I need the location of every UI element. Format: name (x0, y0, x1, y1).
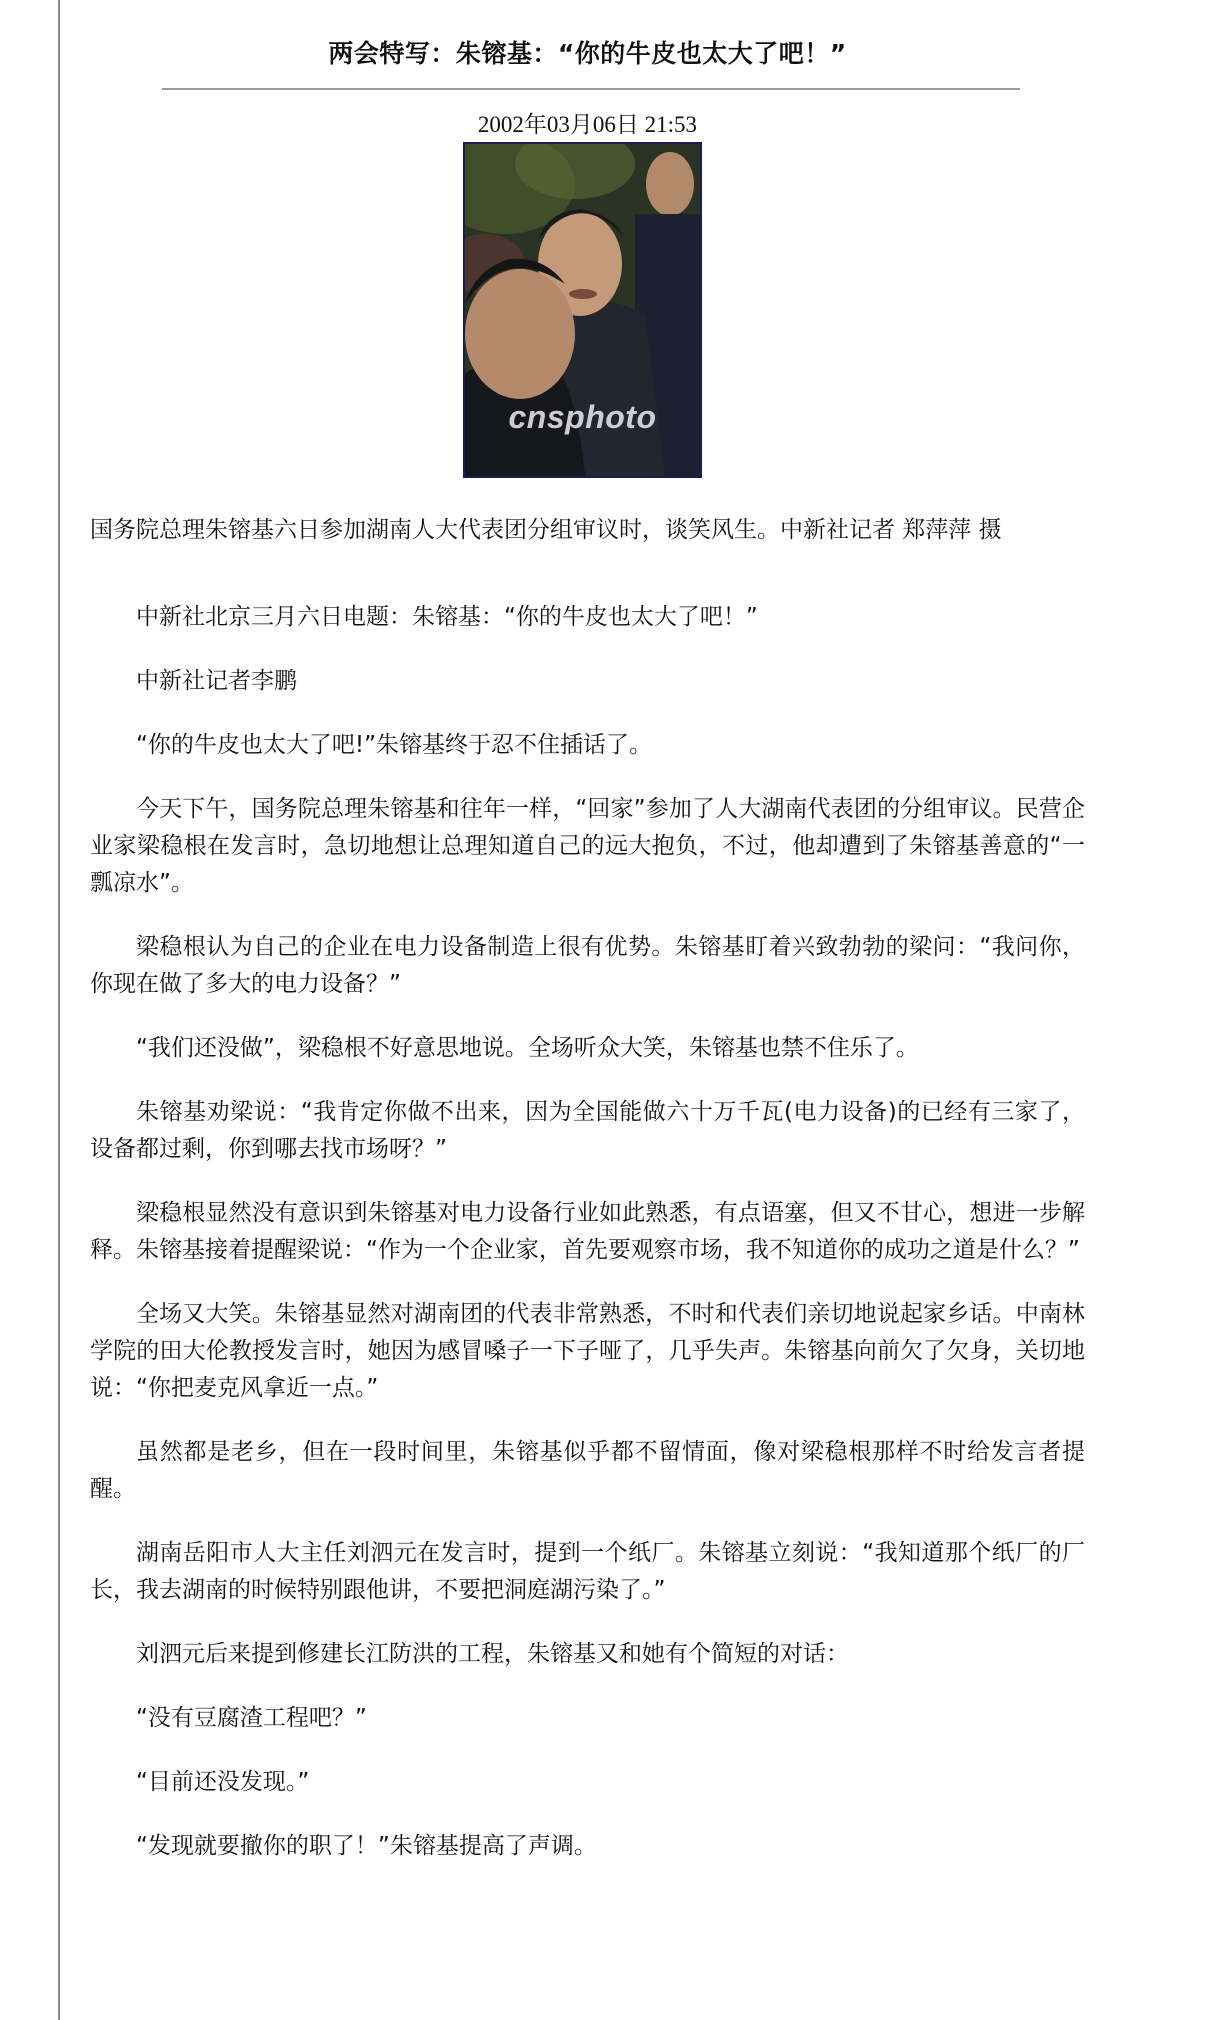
paragraph: 湖南岳阳市人大主任刘泗元在发言时，提到一个纸厂。朱镕基立刻说：“我知道那个纸厂的厂长，我去湖南的时候特别跟他讲，不要把洞庭湖污染了。” (90, 1540, 1085, 1603)
paragraph: 朱镕基劝梁说：“我肯定你做不出来，因为全国能做六十万千瓦(电力设备)的已经有三家了，设备都过剩，你到哪去找市场呀？” (90, 1099, 1085, 1162)
paragraph: 梁稳根显然没有意识到朱镕基对电力设备行业如此熟悉，有点语塞，但又不甘心，想进一步解释。朱镕基接着提醒梁说：“作为一个企业家，首先要观察市场，我不知道你的成功之道是什么？” (90, 1200, 1085, 1263)
article-body (90, 599, 1085, 1865)
paragraph: 今天下午，国务院总理朱镕基和往年一样，“回家”参加了人大湖南代表团的分组审议。民营企业家梁稳根在发言时，急切地想让总理知道自己的远大抱负，不过，他却遭到了朱镕基善意的“一瓢凉水”。 (90, 796, 1085, 896)
news-photo (463, 142, 702, 478)
paragraph: 梁稳根认为自己的企业在电力设备制造上很有优势。朱镕基盯着兴致勃勃的梁问：“我问你，你现在做了多大的电力设备？” (90, 934, 1085, 997)
article-title: 两会特写：朱镕基：“你的牛皮也太大了吧！” (328, 39, 847, 68)
article-date: 2002年03月06日 21:53 (477, 112, 698, 137)
paragraph: 中新社北京三月六日电题：朱镕基：“你的牛皮也太大了吧！” (136, 604, 758, 630)
paragraph: 虽然都是老乡，但在一段时间里，朱镕基似乎都不留情面，像对梁稳根那样不时给发言者提醒。 (90, 1439, 1085, 1502)
article (90, 0, 1085, 1892)
paragraph: “发现就要撤你的职了！”朱镕基提高了声调。 (136, 1833, 597, 1859)
title-divider (162, 88, 1020, 90)
paragraph: “我们还没做”，梁稳根不好意思地说。全场听众大笑，朱镕基也禁不住乐了。 (136, 1035, 919, 1061)
paragraph: 中新社记者李鹏 (136, 668, 297, 694)
photo-caption: 国务院总理朱镕基六日参加湖南人大代表团分组审议时，谈笑风生。中新社记者 郑萍萍 摄 (90, 517, 1002, 543)
paragraph: “目前还没发现。” (136, 1769, 310, 1795)
paragraph: 全场又大笑。朱镕基显然对湖南团的代表非常熟悉，不时和代表们亲切地说起家乡话。中南林学院的田大伦教授发言时，她因为感冒嗓子一下子哑了，几乎失声。朱镕基向前欠了欠身，关切地说：“你把麦克风拿近一点。” (90, 1301, 1085, 1401)
paragraph: “没有豆腐渣工程吧？” (136, 1705, 367, 1731)
left-border-line (58, 0, 60, 2020)
paragraph: 刘泗元后来提到修建长江防洪的工程，朱镕基又和她有个简短的对话： (136, 1641, 849, 1667)
photo-watermark: cnsphoto (508, 399, 657, 435)
paragraph: “你的牛皮也太大了吧!”朱镕基终于忍不住插话了。 (136, 732, 653, 758)
